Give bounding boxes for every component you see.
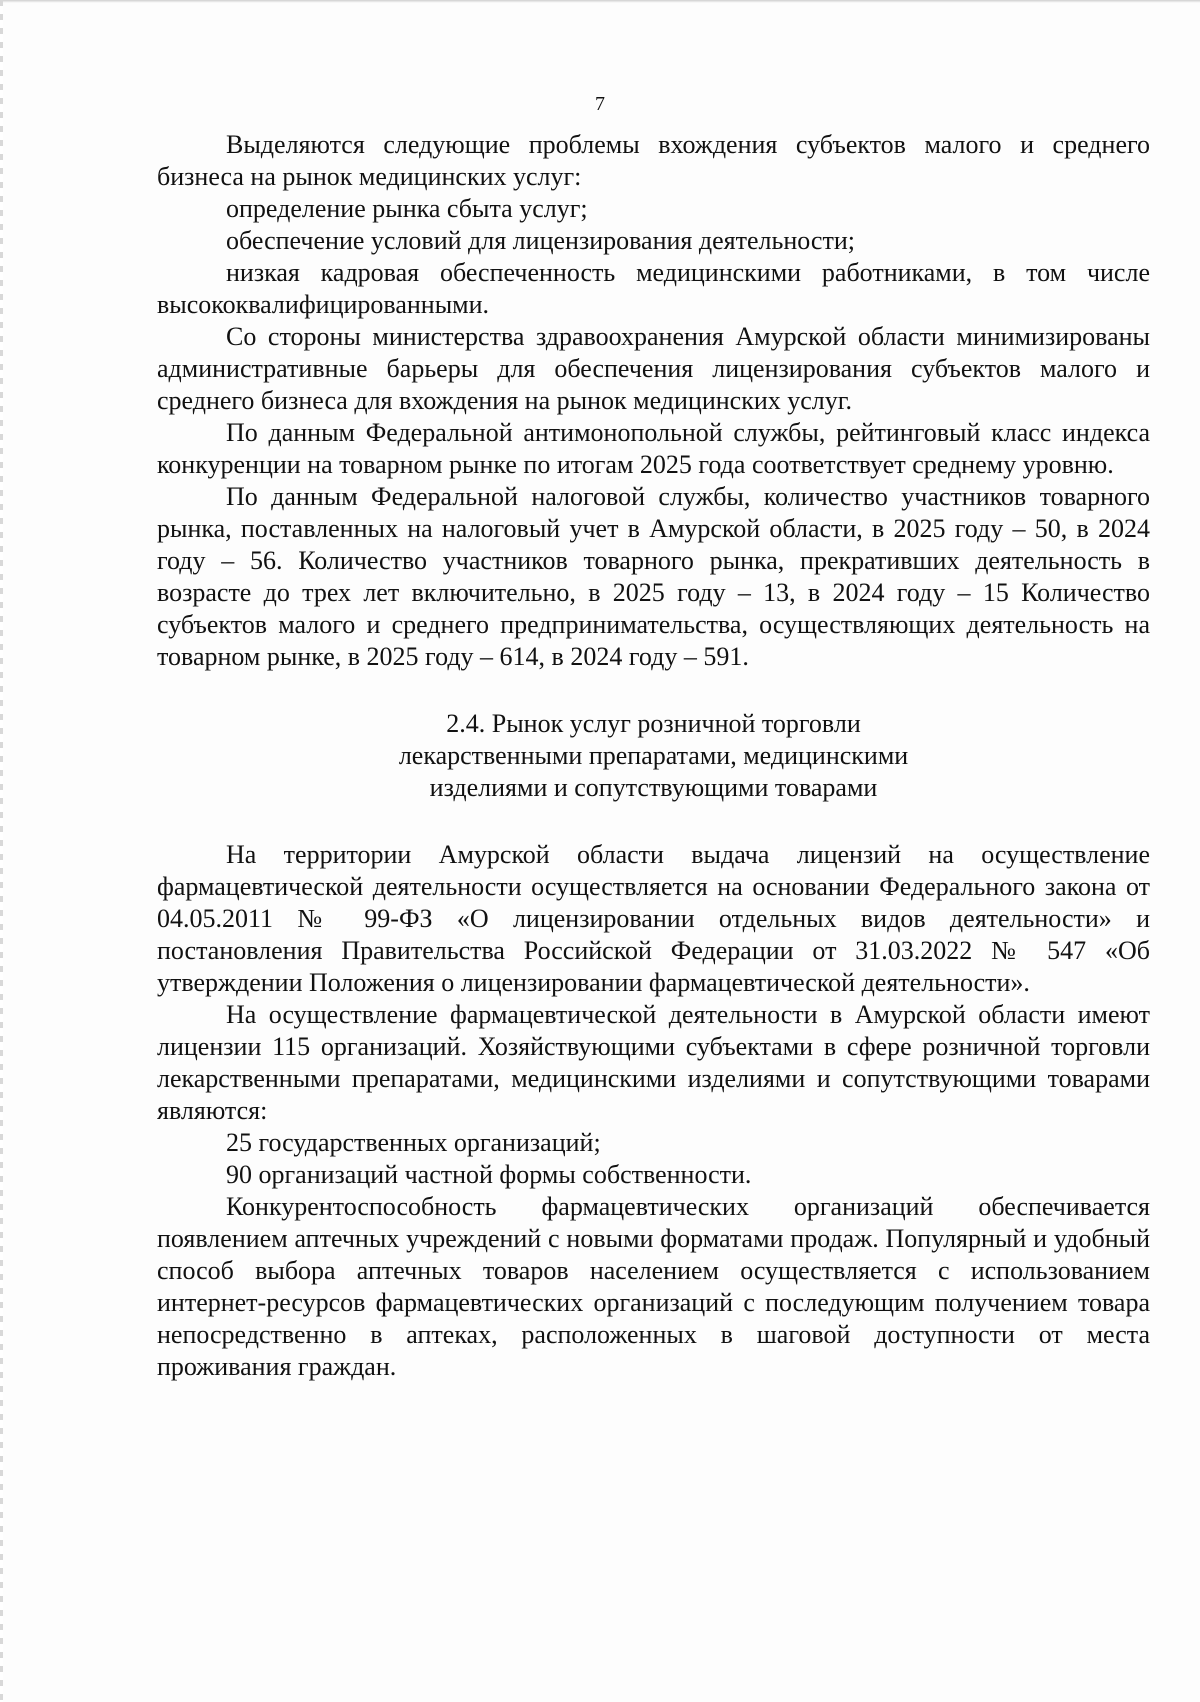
document-body xyxy=(157,129,1150,1383)
list-item-market: определение рынка сбыта услуг; xyxy=(226,194,588,223)
list-item-private-organizations: 90 организаций частной формы собственности. xyxy=(226,1160,752,1189)
list-item-state-organizations: 25 государственных организаций; xyxy=(226,1128,601,1157)
paragraph-problems-intro: Выделяются следующие проблемы вхождения субъектов малого и среднего бизнеса на рынок медицинских услуг: xyxy=(157,130,1150,191)
section-heading xyxy=(157,708,1150,804)
paragraph-competitiveness: Конкурентоспособность фармацевтических организаций обеспечивается появлением аптечных учреждений с новыми форматами продаж. Популярный и удобный способ выбора аптечных товаров населением осуществляется с использованием интернет-ресурсов фармацевтических организаций с последующим получением товара непосредственно в аптеках, расположенных в шаговой доступности от места проживания граждан. xyxy=(157,1192,1150,1381)
scan-edge-top xyxy=(0,0,1200,3)
scan-edge-left xyxy=(0,0,3,1702)
paragraph-licensed-organizations: На осуществление фармацевтической деятельности в Амурской области имеют лицензии 115 организаций. Хозяйствующими субъектами в сфере розничной торговли лекарственными препаратами, медицинскими изделиями и сопутствующими товарами являются: xyxy=(157,1000,1150,1125)
paragraph-antimonopoly: По данным Федеральной антимонопольной службы, рейтинговый класс индекса конкуренции на товарном рынке по итогам 2025 года соответствует среднему уровню. xyxy=(157,418,1150,479)
paragraph-tax-service: По данным Федеральной налоговой службы, количество участников товарного рынка, поставленных на налоговый учет в Амурской области, в 2025 году – 50, в 2024 году – 56. Количество участников товарного рынка, прекративших деятельность в возрасте до трех лет включительно, в 2025 году – 13, в 2024 году – 15 Количество субъектов малого и среднего предпринимательства, осуществляющих деятельность на товарном рынке, в 2025 году – 614, в 2024 году – 591. xyxy=(157,482,1150,671)
page-number: 7 xyxy=(595,93,605,115)
section-heading-line-3: изделиями и сопутствующими товарами xyxy=(429,773,878,802)
section-heading-line-1: 2.4. Рынок услуг розничной торговли xyxy=(446,709,861,738)
list-item-staffing: низкая кадровая обеспеченность медицинскими работниками, в том числе высококвалифицированными. xyxy=(157,258,1150,319)
list-item-licensing: обеспечение условий для лицензирования деятельности; xyxy=(226,226,855,255)
section-heading-line-2: лекарственными препаратами, медицинскими xyxy=(398,741,909,770)
paragraph-licensing-law: На территории Амурской области выдача лицензий на осуществление фармацевтической деятельности осуществляется на основании Федерального закона от 04.05.2011 № 99-ФЗ «О лицензировании отдельных видов деятельности» и постановления Правительства Российской Федерации от 31.03.2022 № 547 «Об утверждении Положения о лицензировании фармацевтической деятельности». xyxy=(157,840,1150,997)
paragraph-ministry: Со стороны министерства здравоохранения Амурской области минимизированы административные барьеры для обеспечения лицензирования субъектов малого и среднего бизнеса для вхождения на рынок медицинских услуг. xyxy=(157,322,1150,415)
